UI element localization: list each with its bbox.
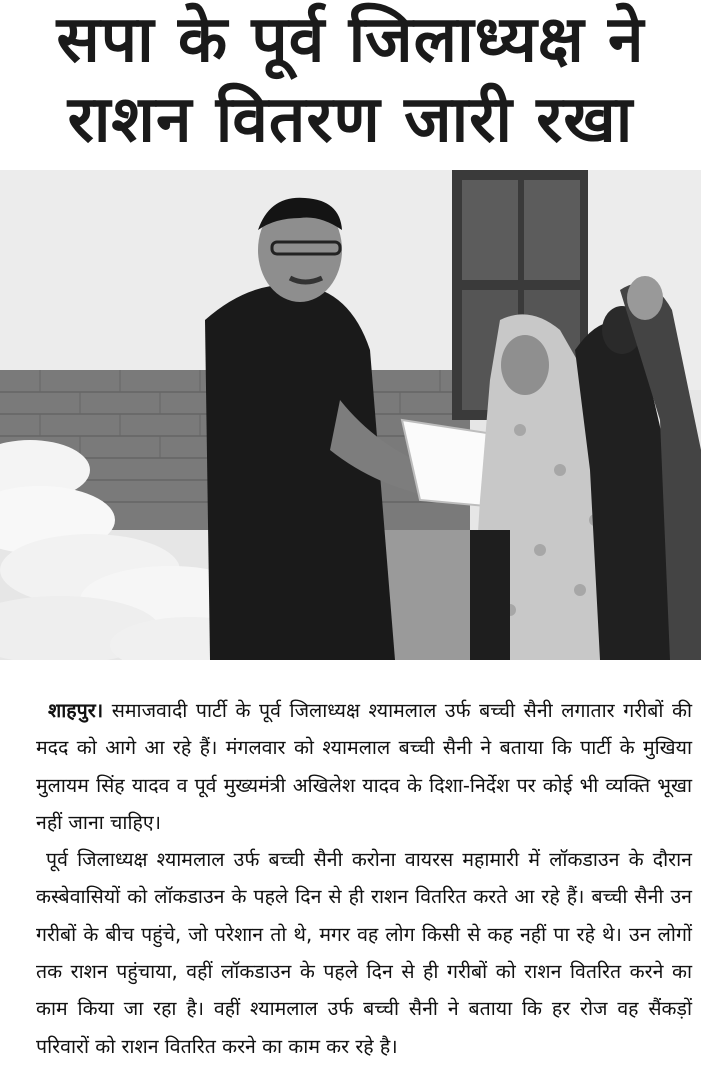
news-photo bbox=[0, 170, 701, 660]
headline bbox=[0, 0, 701, 165]
article-body bbox=[36, 692, 692, 1065]
article-paragraph-1 bbox=[36, 692, 692, 841]
article-paragraph-2: पूर्व जिलाध्यक्ष श्यामलाल उर्फ बच्ची सैनी करोना वायरस महामारी में लॉकडाउन के दौरान कस्बेवासियों को लॉकडाउन के पहले दिन से ही राशन वितरित करते आ रहे हैं। बच्ची सैनी उन गरीबों के बीच पहुंचे, जो परेशान तो थे, मगर वह लोग किसी से कह नहीं पा रहे थे। उन लोगों तक राशन पहुंचाया, वहीं लॉकडाउन के पहले दिन से ही गरीबों को राशन वितरित करने का काम किया जा रहा है। वहीं श्यामलाल उर्फ बच्ची सैनी ने बताया कि हर रोज वह सैंकड़ों परिवारों को राशन वितरित करने का काम कर रहे है। bbox=[36, 848, 692, 1058]
news-photo-illustration bbox=[0, 170, 701, 660]
paragraph-1-text: समाजवादी पार्टी के पूर्व जिलाध्यक्ष श्यामलाल उर्फ बच्ची सैनी लगातार गरीबों की मदद को आगे आ रहे हैं। मंगलवार को श्यामलाल बच्ची सैनी ने बताया कि पार्टी के मुखिया मुलायम सिंह यादव व पूर्व मुख्यमंत्री अखिलेश यादव के दिशा-निर्देश पर कोई भी व्यक्ति भूखा नहीं जाना चाहिए। bbox=[36, 699, 693, 834]
dateline: शाहपुर। bbox=[48, 699, 104, 722]
headline-line-1: सपा के पूर्व जिलाध्यक्ष ने bbox=[56, 3, 645, 77]
headline-line-2: राशन वितरण जारी रखा bbox=[67, 83, 634, 157]
